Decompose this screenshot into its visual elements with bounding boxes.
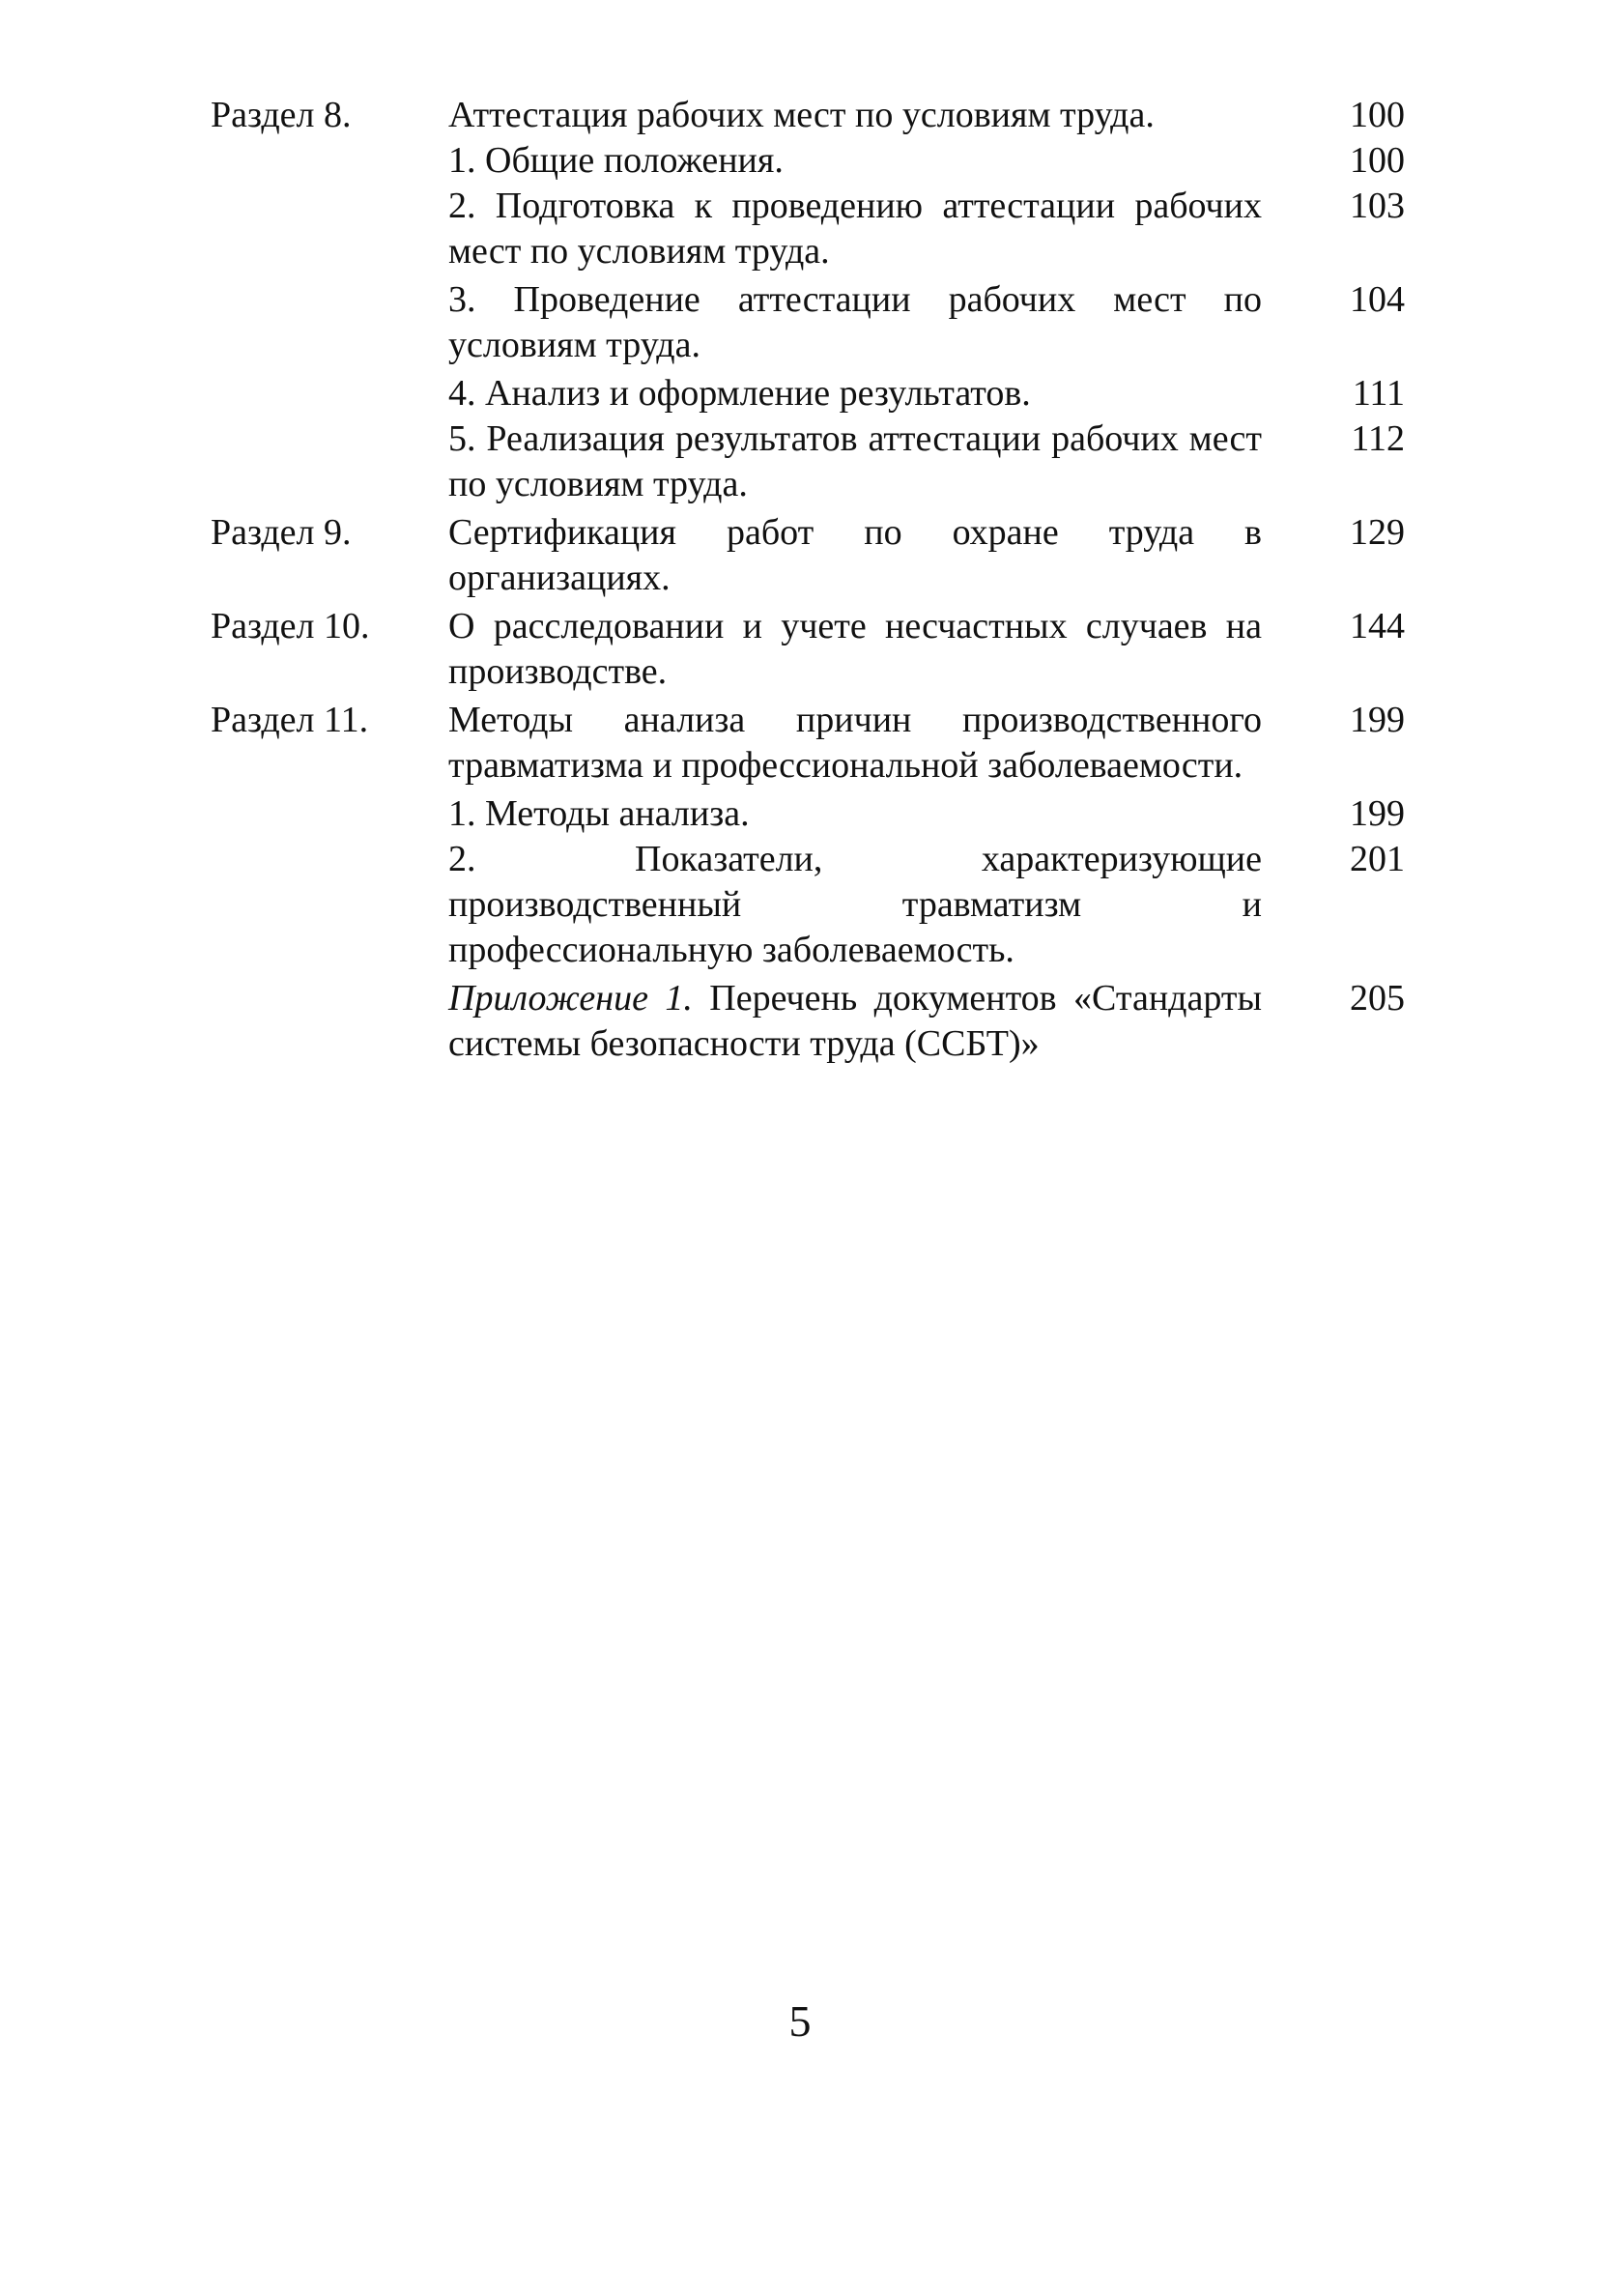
toc-entry-subsection	[211, 791, 1409, 837]
page-number: 201	[1350, 839, 1405, 879]
page-number: 144	[1350, 606, 1405, 646]
toc-entry-section-8	[211, 93, 1409, 138]
entry-title: 1. Методы анализа.	[448, 793, 750, 834]
page-number: 100	[1350, 95, 1405, 135]
section-label: Раздел 10.	[211, 606, 370, 646]
entry-title: 1. Общие положения.	[448, 140, 784, 181]
page-number: 100	[1350, 140, 1405, 181]
entry-title: 2. Показатели, характеризующие производственный травматизм и профессиональную заболеваемость.	[448, 839, 1262, 970]
toc-entry-section-10	[211, 604, 1409, 695]
page-number: 129	[1350, 512, 1405, 553]
section-label: Раздел 11.	[211, 700, 369, 740]
entry-title: Сертификация работ по охране труда в организациях.	[448, 512, 1262, 598]
toc-entry-section-11	[211, 698, 1409, 789]
page-number: 199	[1350, 793, 1405, 834]
toc-entry-appendix-1	[211, 976, 1409, 1067]
section-label: Раздел 8.	[211, 95, 352, 135]
section-label: Раздел 9.	[211, 512, 352, 553]
toc-entry-subsection	[211, 371, 1409, 416]
page-footer-number: 5	[788, 1996, 812, 2046]
page-number: 103	[1350, 186, 1405, 226]
page-number: 205	[1350, 978, 1405, 1019]
appendix-title: Перечень документов «Стандарты системы безопасности труда (ССБТ)»	[448, 978, 1262, 1064]
entry-title: 4. Анализ и оформление результатов.	[448, 373, 1031, 414]
entry-title: 5. Реализация результатов аттестации рабочих мест по условиям труда.	[448, 418, 1262, 504]
toc-entry-section-9	[211, 510, 1409, 601]
toc-entry-subsection	[211, 837, 1409, 973]
toc-entry-subsection	[211, 416, 1409, 507]
entry-title: Аттестация рабочих мест по условиям труда.	[448, 95, 1155, 135]
entry-title: О расследовании и учете несчастных случаев на производстве.	[448, 606, 1262, 692]
toc-entry-subsection	[211, 277, 1409, 368]
entry-title: Методы анализа причин производственного травматизма и профессиональной заболеваемости.	[448, 700, 1262, 786]
toc-entry-subsection	[211, 138, 1409, 184]
table-of-contents	[211, 93, 1409, 1067]
page-number: 111	[1352, 373, 1405, 414]
page-number: 104	[1350, 279, 1405, 320]
page-number: 199	[1350, 700, 1405, 740]
page-number: 112	[1351, 418, 1405, 459]
toc-entry-subsection	[211, 184, 1409, 274]
entry-title: 3. Проведение аттестации рабочих мест по условиям труда.	[448, 279, 1262, 365]
entry-title	[448, 976, 1271, 1067]
entry-title: 2. Подготовка к проведению аттестации рабочих мест по условиям труда.	[448, 186, 1262, 272]
appendix-prefix: Приложение 1.	[448, 978, 693, 1019]
